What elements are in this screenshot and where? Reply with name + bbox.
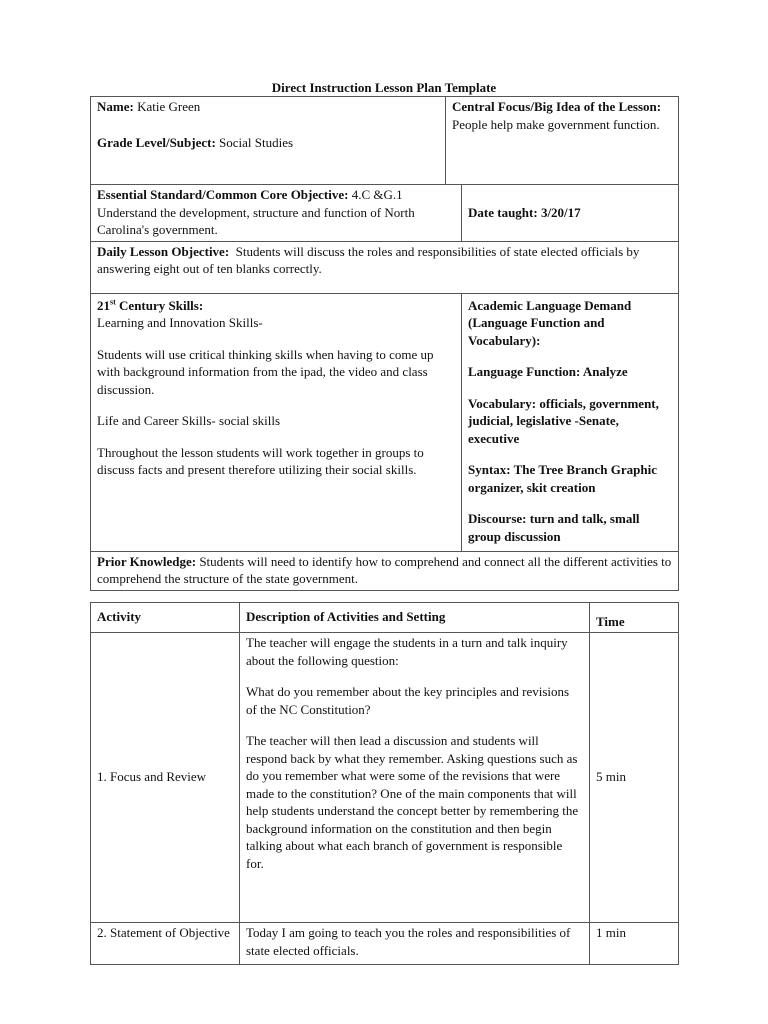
time-cell: 5 min xyxy=(590,633,679,923)
prior-knowledge-cell xyxy=(91,551,679,590)
name-label: Name: xyxy=(97,99,134,114)
activity-header: Activity xyxy=(91,603,240,633)
standard-label: Essential Standard/Common Core Objective: xyxy=(97,187,349,202)
description-header: Description of Activities and Setting xyxy=(240,603,590,633)
table-row xyxy=(91,923,679,965)
activities-table xyxy=(90,602,679,965)
central-focus-cell xyxy=(446,97,679,185)
standard-cell xyxy=(91,185,462,242)
academic-language-cell xyxy=(462,293,679,551)
activity-cell: 1. Focus and Review xyxy=(91,633,240,923)
time-cell: 1 min xyxy=(590,923,679,965)
date-label: Date taught: xyxy=(468,204,538,220)
learning-skills-line: Learning and Innovation Skills- xyxy=(97,315,263,330)
daily-objective-label: Daily Lesson Objective: xyxy=(97,243,230,259)
description-cell: The teacher will engage the students in a turn and talk inquiry about the following question: What do you remember about the key principles and revisions of the NC Constitution? The teacher will then lead a discussion and students will respond back by what they remember. Asking questions such as do you remember what were some of the revisions that were made to the constitution? One of the main components that will help students understand the concept better by remembering the background information on the constitution and then begin talking about what each branch of government is responsible for. xyxy=(240,633,590,923)
prior-knowledge-label: Prior Knowledge: xyxy=(97,553,197,569)
life-career-line: Life and Career Skills- social skills xyxy=(97,413,281,428)
social-skills-paragraph: Throughout the lesson students will work together in groups to discuss facts and present therefore utilizing their social skills. xyxy=(97,444,424,477)
name-grade-cell xyxy=(91,97,446,185)
critical-thinking-paragraph: Students will use critical thinking skills when having to come up with background information from the ipad, the video and class discussion. xyxy=(97,346,434,397)
prior-knowledge-text: Students will need to identify how to comprehend and connect all the different activities to comprehend the structure of the state government. xyxy=(97,553,672,586)
daily-objective-text: Students will discuss the roles and responsibilities of state elected officials by answering eight out of ten blanks correctly. xyxy=(97,243,640,276)
century-skills-cell xyxy=(91,293,462,551)
description-cell: Today I am going to teach you the roles and responsibilities of state elected officials. xyxy=(240,923,590,965)
language-function: Language Function: Analyze xyxy=(468,364,628,379)
vocabulary: Vocabulary: officials, government, judicial, legislative -Senate, executive xyxy=(468,395,659,446)
central-focus-value: People help make government function. xyxy=(452,116,660,132)
standard-text: Understand the development, structure and function of North Carolina's government. xyxy=(97,204,415,237)
syntax: Syntax: The Tree Branch Graphic organizer, skit creation xyxy=(468,462,657,495)
date-value: 3/20/17 xyxy=(540,204,581,220)
lesson-info-table xyxy=(90,96,679,591)
document-title: Direct Instruction Lesson Plan Template xyxy=(271,80,497,95)
discourse: Discourse: turn and talk, small group discussion xyxy=(468,511,640,544)
activity-cell: 2. Statement of Objective xyxy=(91,923,240,965)
century-skills-heading: 21st Century Skills: xyxy=(97,297,204,313)
academic-language-heading: Academic Language Demand (Language Function and Vocabulary): xyxy=(468,297,632,348)
date-cell xyxy=(462,185,679,242)
name-value: Katie Green xyxy=(137,99,201,114)
table-row xyxy=(91,633,679,923)
grade-value: Social Studies xyxy=(219,134,294,150)
central-focus-label: Central Focus/Big Idea of the Lesson: xyxy=(452,99,662,114)
standard-code: 4.C &G.1 xyxy=(351,187,403,202)
grade-label: Grade Level/Subject: xyxy=(97,134,216,150)
daily-objective-cell xyxy=(91,241,679,293)
time-header: Time xyxy=(590,603,679,633)
